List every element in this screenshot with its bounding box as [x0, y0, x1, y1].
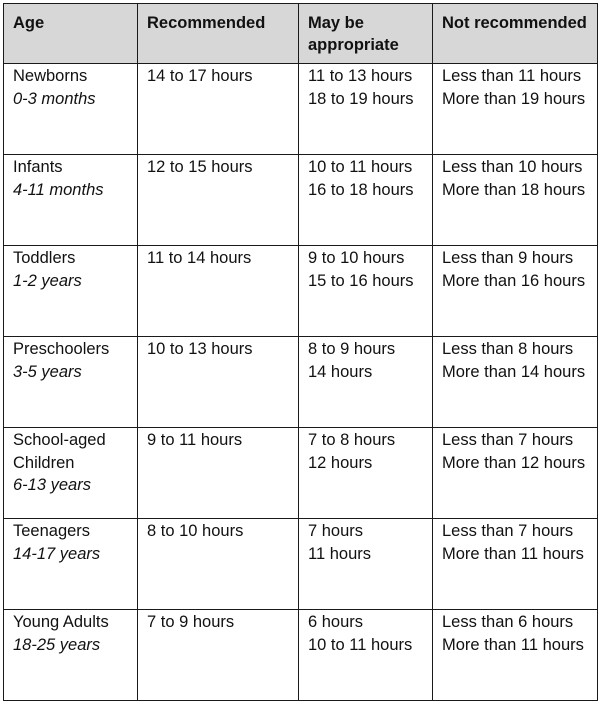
not-recommended-cell — [433, 337, 598, 428]
may-be-appropriate-cell — [299, 428, 433, 519]
not-recommended-cell — [433, 246, 598, 337]
age-cell — [4, 155, 138, 246]
recommended-cell: 10 to 13 hours — [138, 337, 299, 428]
may-be-appropriate-cell — [299, 519, 433, 610]
age-cell — [4, 64, 138, 155]
not-recommended-value: Less than 7 hours — [442, 522, 574, 540]
sleep-recommendations-document — [3, 3, 597, 701]
column-header-age: Age — [4, 4, 138, 64]
age-range-label: 1-2 years — [13, 271, 82, 290]
table-row — [4, 246, 598, 337]
not-recommended-value: More than 19 hours — [442, 89, 586, 108]
not-recommended-value: More than 18 hours — [442, 180, 586, 199]
age-range-label: 6-13 years — [13, 476, 91, 494]
table-row — [4, 337, 598, 428]
age-group-label: Teenagers — [13, 522, 91, 540]
not-recommended-cell — [433, 64, 598, 155]
table-row — [4, 519, 598, 610]
age-group-label: Toddlers — [13, 249, 76, 267]
recommended-cell: 8 to 10 hours — [138, 519, 299, 610]
may-be-appropriate-cell — [299, 610, 433, 701]
may-be-appropriate-value: 12 hours — [308, 453, 373, 472]
not-recommended-value: Less than 8 hours — [442, 340, 574, 358]
may-be-appropriate-value: 7 to 8 hours — [308, 431, 396, 449]
recommended-cell: 14 to 17 hours — [138, 64, 299, 155]
table-row — [4, 64, 598, 155]
age-group-label: Young Adults — [13, 613, 109, 631]
age-range-label: 4-11 months — [13, 180, 104, 199]
table-row — [4, 610, 598, 701]
not-recommended-value: Less than 11 hours — [442, 67, 582, 85]
not-recommended-value: Less than 9 hours — [442, 249, 574, 267]
age-range-label: 3-5 years — [13, 362, 82, 381]
age-cell — [4, 337, 138, 428]
sleep-recommendations-table — [3, 3, 598, 701]
table-header — [4, 4, 598, 64]
age-cell — [4, 610, 138, 701]
recommended-cell: 12 to 15 hours — [138, 155, 299, 246]
not-recommended-cell — [433, 519, 598, 610]
age-range-label: 0-3 months — [13, 89, 96, 108]
may-be-appropriate-value: 9 to 10 hours — [308, 249, 405, 267]
recommended-cell: 9 to 11 hours — [138, 428, 299, 519]
table-row — [4, 428, 598, 519]
not-recommended-cell — [433, 610, 598, 701]
may-be-appropriate-value: 6 hours — [308, 613, 364, 631]
may-be-appropriate-value: 10 to 11 hours — [308, 635, 413, 654]
not-recommended-value: Less than 10 hours — [442, 158, 583, 176]
may-be-appropriate-cell — [299, 155, 433, 246]
may-be-appropriate-cell — [299, 337, 433, 428]
may-be-appropriate-value: 11 hours — [308, 544, 371, 563]
may-be-appropriate-value: 14 hours — [308, 362, 373, 381]
not-recommended-value: Less than 7 hours — [442, 431, 574, 449]
age-cell — [4, 246, 138, 337]
may-be-appropriate-value: 8 to 9 hours — [308, 340, 396, 358]
may-be-appropriate-value: 18 to 19 hours — [308, 89, 414, 108]
may-be-appropriate-value: 15 to 16 hours — [308, 271, 414, 290]
column-header-recommended: Recommended — [138, 4, 299, 64]
column-header-not-recommended: Not recommended — [433, 4, 598, 64]
recommended-cell: 7 to 9 hours — [138, 610, 299, 701]
age-cell — [4, 519, 138, 610]
age-cell — [4, 428, 138, 519]
table-row — [4, 155, 598, 246]
age-range-label: 14-17 years — [13, 544, 101, 563]
age-group-label: Preschoolers — [13, 340, 110, 358]
may-be-appropriate-value: 7 hours — [308, 522, 364, 540]
header-row — [4, 4, 598, 64]
not-recommended-value: More than 14 hours — [442, 362, 586, 381]
may-be-appropriate-value: 10 to 11 hours — [308, 158, 413, 176]
column-header-may-be-appropriate: May be appropriate — [299, 4, 433, 64]
age-group-label: Infants — [13, 158, 63, 176]
not-recommended-value: More than 12 hours — [442, 453, 586, 472]
table-body — [4, 64, 598, 701]
may-be-appropriate-value: 11 to 13 hours — [308, 67, 413, 85]
not-recommended-value: More than 11 hours — [442, 635, 584, 654]
may-be-appropriate-cell — [299, 246, 433, 337]
may-be-appropriate-value: 16 to 18 hours — [308, 180, 414, 199]
not-recommended-value: More than 11 hours — [442, 544, 584, 563]
not-recommended-value: Less than 6 hours — [442, 613, 574, 631]
age-group-label: School-aged Children — [13, 431, 106, 472]
not-recommended-cell — [433, 155, 598, 246]
may-be-appropriate-cell — [299, 64, 433, 155]
recommended-cell: 11 to 14 hours — [138, 246, 299, 337]
age-group-label: Newborns — [13, 67, 88, 85]
not-recommended-cell — [433, 428, 598, 519]
age-range-label: 18-25 years — [13, 635, 101, 654]
not-recommended-value: More than 16 hours — [442, 271, 586, 290]
